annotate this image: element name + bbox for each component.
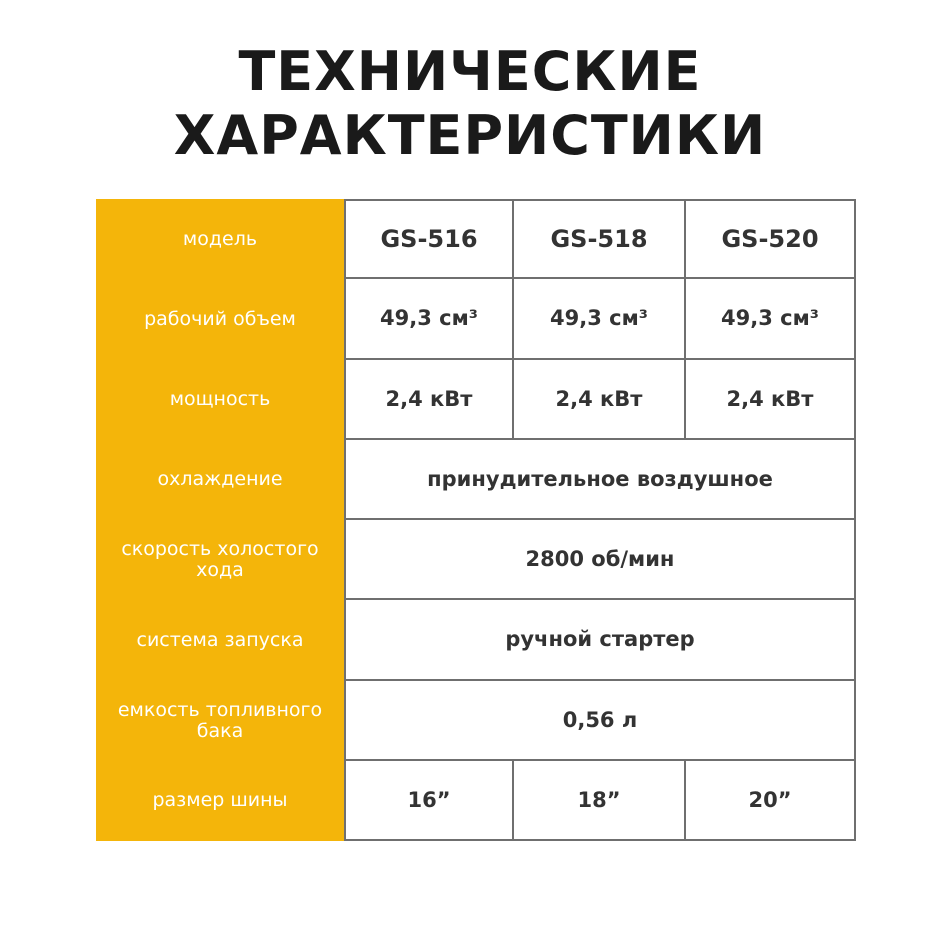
page-title xyxy=(0,40,940,168)
bar-size-gs-518: 18” xyxy=(514,761,686,841)
model-gs-520: GS-520 xyxy=(686,199,856,279)
fuel-tank-value: 0,56 л xyxy=(344,681,856,761)
row-label-cooling: охлаждение xyxy=(96,440,344,520)
displacement-gs-518: 49,3 см³ xyxy=(514,279,686,359)
model-gs-518: GS-518 xyxy=(514,199,686,279)
bar-size-gs-516: 16” xyxy=(344,761,514,841)
title-line-2: ХАРАКТЕРИСТИКИ xyxy=(173,104,767,167)
row-label-power: мощность xyxy=(96,360,344,440)
row-label-idle-speed: скорость холостого хода xyxy=(96,520,344,600)
model-gs-516: GS-516 xyxy=(344,199,514,279)
idle-speed-value: 2800 об/мин xyxy=(344,520,856,600)
title-line-1: ТЕХНИЧЕСКИЕ xyxy=(238,40,702,103)
displacement-gs-520: 49,3 см³ xyxy=(686,279,856,359)
bar-size-gs-520: 20” xyxy=(686,761,856,841)
row-label-bar-size: размер шины xyxy=(96,761,344,841)
cooling-value: принудительное воздушное xyxy=(344,440,856,520)
row-label-displacement: рабочий объем xyxy=(96,279,344,359)
displacement-gs-516: 49,3 см³ xyxy=(344,279,514,359)
row-label-start-system: система запуска xyxy=(96,600,344,680)
power-gs-520: 2,4 кВт xyxy=(686,360,856,440)
spec-table xyxy=(96,199,856,841)
start-system-value: ручной стартер xyxy=(344,600,856,680)
power-gs-518: 2,4 кВт xyxy=(514,360,686,440)
row-label-fuel-tank: емкость топливного бака xyxy=(96,681,344,761)
power-gs-516: 2,4 кВт xyxy=(344,360,514,440)
row-label-model: модель xyxy=(96,199,344,279)
